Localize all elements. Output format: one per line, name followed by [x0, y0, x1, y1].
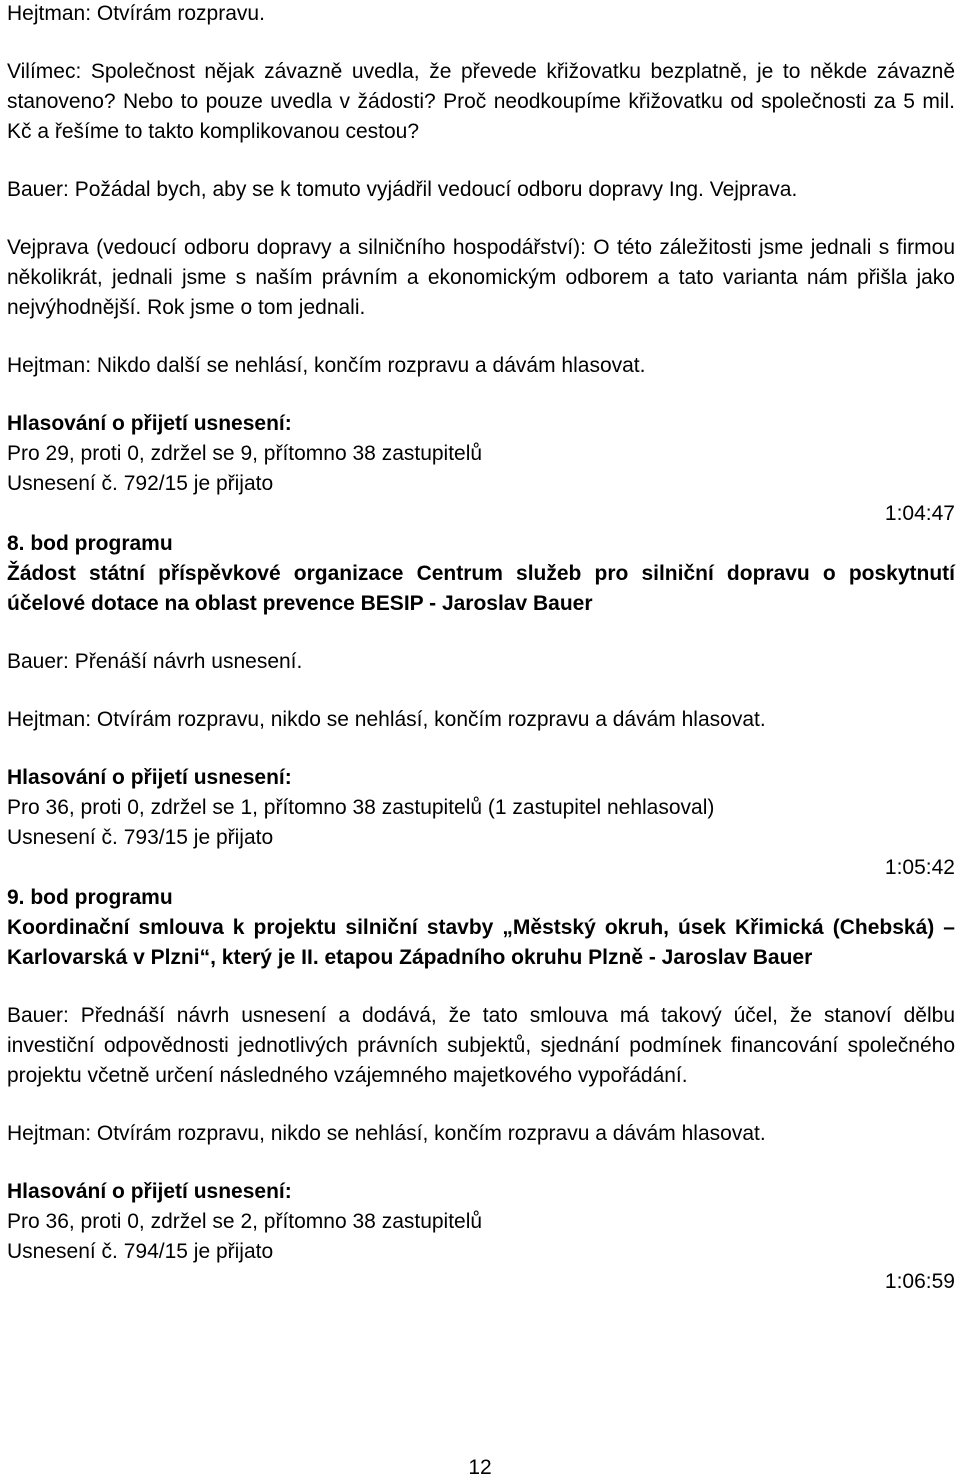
- paragraph-vilimec: Vilímec: Společnost nějak závazně uvedla, že převede křižovatku bezplatně, je to někde závazně stanoveno? Nebo to pouze uvedla v žádosti? Proč neodkoupíme křižovatku od společnosti za 5 mil. Kč a řešíme to takto komplikovanou cestou?: [7, 60, 955, 143]
- vote-result: Pro 29, proti 0, zdržel se 9, přítomno 38 zastupitelů: [7, 442, 483, 465]
- agenda-item-title: Koordinační smlouva k projektu silniční stavby „Městský okruh, úsek Křimická (Chebská) – Karlovarská v Plzni“, který je II. etapou Západního okruhu Plzně - Jaroslav Bauer: [7, 916, 955, 969]
- paragraph-bauer-request: Bauer: Požádal bych, aby se k tomuto vyjádřil vedoucí odboru dopravy Ing. Vejprava.: [7, 178, 798, 201]
- page-number: 12: [468, 1456, 492, 1479]
- vote-heading: Hlasování o přijetí usnesení:: [7, 766, 292, 789]
- timestamp: 1:05:42: [884, 856, 955, 879]
- agenda-item-8: [7, 529, 955, 735]
- paragraph-hejtman-close: Hejtman: Nikdo další se nehlásí, končím rozpravu a dávám hlasovat.: [7, 354, 646, 377]
- vote-block-3: [7, 1177, 955, 1297]
- paragraph-bauer-transfer: Bauer: Přenáší návrh usnesení.: [7, 650, 303, 673]
- agenda-item-9: [7, 883, 955, 1149]
- paragraph-bauer-presents: Bauer: Přednáší návrh usnesení a dodává, že tato smlouva má takový účel, že stanoví dělbu investiční odpovědnosti jednotlivých právních subjektů, sjednání podmínek financování společného projektu včetně určení následného vzájemného majetkového vypořádání.: [7, 1004, 955, 1087]
- vote-result: Pro 36, proti 0, zdržel se 1, přítomno 38 zastupitelů (1 zastupitel nehlasoval): [7, 796, 715, 819]
- vote-heading: Hlasování o přijetí usnesení:: [7, 1180, 292, 1203]
- paragraph-hejtman-open-close: Hejtman: Otvírám rozpravu, nikdo se nehlásí, končím rozpravu a dávám hlasovat.: [7, 708, 766, 731]
- paragraph-vejprava: Vejprava (vedoucí odboru dopravy a silničního hospodářství): O této záležitosti jsme jednali s firmou několikrát, jednali jsme s naším právním a ekonomickým odborem a tato varianta nám přišla jako nejvýhodnější. Rok jsme o tom jednali.: [7, 236, 955, 319]
- agenda-item-number: 9. bod programu: [7, 886, 173, 909]
- vote-result: Pro 36, proti 0, zdržel se 2, přítomno 38 zastupitelů: [7, 1210, 483, 1233]
- agenda-item-number: 8. bod programu: [7, 532, 173, 555]
- timestamp: 1:06:59: [884, 1270, 955, 1293]
- paragraph-hejtman-open: Hejtman: Otvírám rozpravu.: [7, 2, 265, 25]
- vote-heading: Hlasování o přijetí usnesení:: [7, 412, 292, 435]
- paragraph-hejtman-open-close: Hejtman: Otvírám rozpravu, nikdo se nehlásí, končím rozpravu a dávám hlasovat.: [7, 1122, 766, 1145]
- document-page: [7, 0, 955, 1297]
- agenda-item-title: Žádost státní příspěvkové organizace Centrum služeb pro silniční dopravu o poskytnutí účelové dotace na oblast prevence BESIP - Jaroslav Bauer: [7, 562, 955, 615]
- vote-resolution: Usnesení č. 792/15 je přijato: [7, 472, 274, 495]
- vote-resolution: Usnesení č. 794/15 je přijato: [7, 1240, 274, 1263]
- timestamp: 1:04:47: [884, 502, 955, 525]
- vote-resolution: Usnesení č. 793/15 je přijato: [7, 826, 274, 849]
- vote-block-2: [7, 763, 955, 883]
- vote-block-1: [7, 409, 955, 529]
